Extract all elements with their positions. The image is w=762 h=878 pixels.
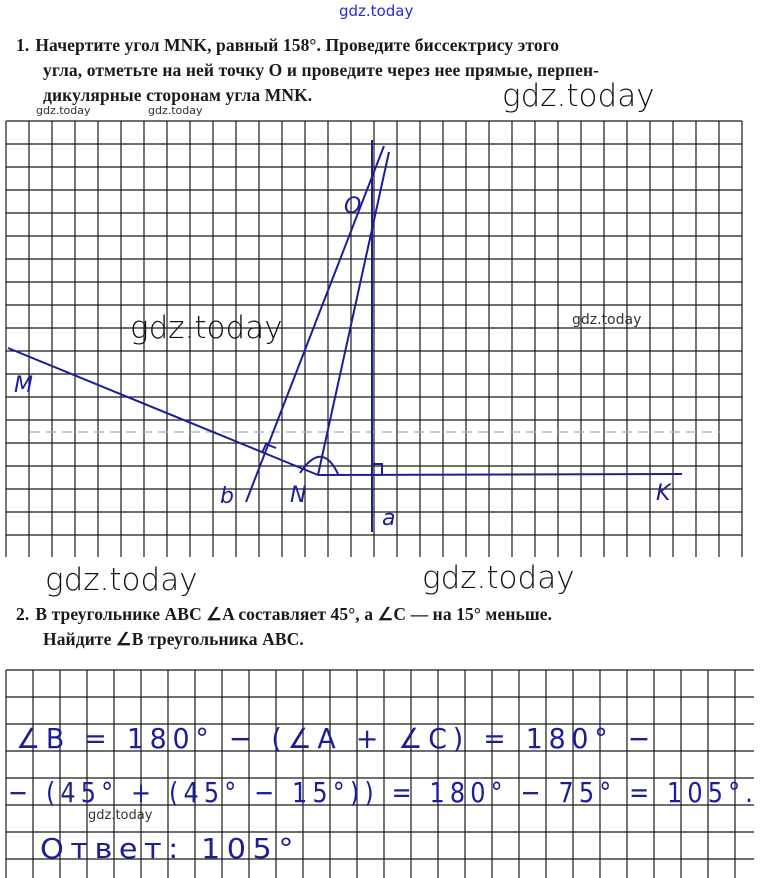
label-o: O (344, 194, 362, 219)
task1-line-1: Начертите угол MNK, равный 158°. Проведите биссектрису этого (35, 35, 560, 55)
watermark-small-3: gdz.today (572, 312, 642, 328)
watermark-1: gdz.today (502, 78, 655, 114)
task2-line-2: Найдите ∠B треугольника ABC. (43, 629, 304, 649)
watermark-small-4: gdz.today (88, 808, 153, 823)
watermark-top: gdz.today (339, 2, 414, 20)
label-m: M (14, 373, 33, 398)
solution-line-1: ∠B = 180° − (∠A + ∠C) = 180° − (16, 722, 656, 755)
task1-line-2: угла, отметьте на ней точку O и проведите через нее прямые, перпен- (43, 60, 600, 80)
watermark-4: gdz.today (422, 560, 575, 596)
watermark-3: gdz.today (45, 562, 198, 598)
task2-number: 2. (16, 604, 30, 624)
task1-number: 1. (16, 35, 30, 55)
grid-task1 (6, 121, 742, 557)
ray-nm (8, 348, 318, 475)
right-angle-mark-m (262, 444, 276, 453)
label-a: a (382, 506, 396, 531)
answer-line: Ответ: 105° (40, 832, 300, 865)
label-k: K (656, 481, 671, 506)
label-b: b (220, 484, 234, 509)
task1-line-3: дикулярные сторонам угла MNK. (43, 85, 313, 105)
label-n: N (290, 483, 307, 508)
task2-line-1: В треугольнике ABC ∠A составляет 45°, а ∠C — на 15° меньше. (35, 604, 553, 624)
task2-text (16, 602, 746, 652)
task1-text (16, 33, 746, 108)
watermark-small-1: gdz.today (36, 104, 91, 117)
watermark-small-2: gdz.today (148, 104, 203, 117)
watermark-2: gdz.today (130, 310, 283, 346)
solution-line-2: − (45° + (45° − 15°)) = 180° − 75° = 105°. (8, 776, 758, 809)
